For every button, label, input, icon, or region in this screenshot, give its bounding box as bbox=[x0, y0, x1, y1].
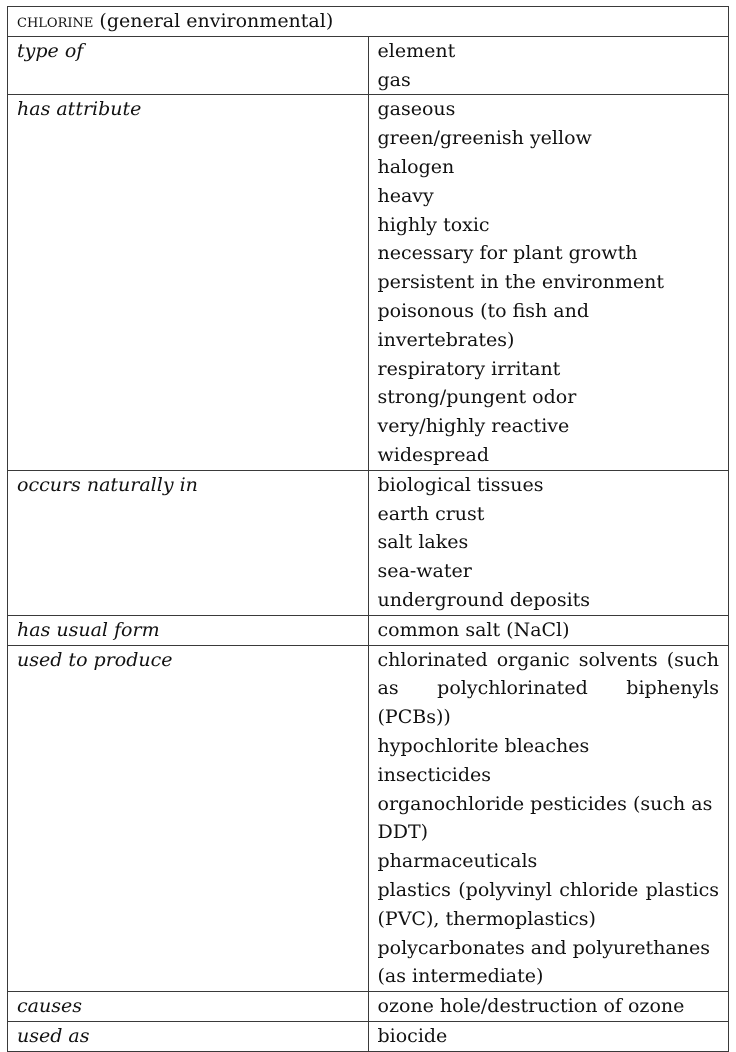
relation-value: sea-water bbox=[377, 560, 472, 583]
relation-value: biological tissues bbox=[377, 473, 544, 496]
relation-value: poisonous (to fish and invertebrates) bbox=[377, 299, 590, 351]
relation-value: persistent in the environment bbox=[377, 271, 665, 294]
relation-value: ozone hole/destruction of ozone bbox=[377, 995, 685, 1018]
relation-row bbox=[8, 645, 729, 992]
relation-value: common salt (NaCl) bbox=[377, 618, 570, 641]
relation-value: strong/pungent odor bbox=[377, 386, 577, 409]
relation-values bbox=[368, 992, 729, 1022]
relation-value: gaseous bbox=[377, 98, 456, 121]
relation-value: pharmaceuticals bbox=[377, 850, 538, 873]
relation-value: highly toxic bbox=[377, 213, 490, 236]
relation-row bbox=[8, 470, 729, 615]
relation-row bbox=[8, 615, 729, 645]
relation-values bbox=[368, 470, 729, 615]
relation-value: salt lakes bbox=[377, 531, 469, 554]
relation-label: has usual form bbox=[8, 615, 369, 645]
relation-values bbox=[368, 645, 729, 992]
relation-values bbox=[368, 95, 729, 470]
relation-value: hypochlorite bleaches bbox=[377, 734, 590, 757]
relation-value: element bbox=[377, 39, 456, 62]
relation-value: necessary for plant growth bbox=[377, 242, 638, 265]
relation-value: gas bbox=[377, 68, 411, 91]
relation-label: occurs naturally in bbox=[8, 470, 369, 615]
relation-value: respiratory irritant bbox=[377, 357, 561, 380]
relation-values bbox=[368, 615, 729, 645]
relation-values bbox=[368, 1021, 729, 1051]
relation-value: heavy bbox=[377, 184, 434, 207]
relation-value: polycarbonates and polyurethanes (as intermediate) bbox=[377, 936, 710, 988]
relation-label: has attribute bbox=[8, 95, 369, 470]
relation-value: very/highly reactive bbox=[377, 415, 570, 438]
relation-row bbox=[8, 1021, 729, 1051]
relation-value: widespread bbox=[377, 443, 489, 466]
relation-value: earth crust bbox=[377, 502, 485, 525]
term-entry-body bbox=[8, 7, 729, 1052]
relation-label: used to produce bbox=[8, 645, 369, 992]
relation-value: insecticides bbox=[377, 763, 492, 786]
term-entry-table bbox=[7, 6, 729, 1052]
entry-header-cell bbox=[8, 7, 729, 37]
relation-row bbox=[8, 95, 729, 470]
relation-label: type of bbox=[8, 36, 369, 95]
relation-value: underground deposits bbox=[377, 588, 591, 611]
relation-value: organochloride pesticides (such as DDT) bbox=[377, 792, 713, 844]
relation-value: chlorinated organic solvents (such as polychlorinated biphenyls (PCBs)) bbox=[377, 648, 719, 729]
entry-header-row bbox=[8, 7, 729, 37]
relation-label: used as bbox=[8, 1021, 369, 1051]
relation-label: causes bbox=[8, 992, 369, 1022]
relation-value: biocide bbox=[377, 1024, 448, 1047]
relation-value: green/greenish yellow bbox=[377, 127, 592, 150]
relation-row bbox=[8, 36, 729, 95]
relation-values bbox=[368, 36, 729, 95]
entry-sense: (general environmental) bbox=[99, 10, 334, 32]
relation-value: plastics (polyvinyl chloride plastics (PVC), thermoplastics) bbox=[377, 878, 719, 930]
relation-value: halogen bbox=[377, 155, 455, 178]
relation-row bbox=[8, 992, 729, 1022]
entry-headword: chlorine bbox=[17, 10, 94, 32]
